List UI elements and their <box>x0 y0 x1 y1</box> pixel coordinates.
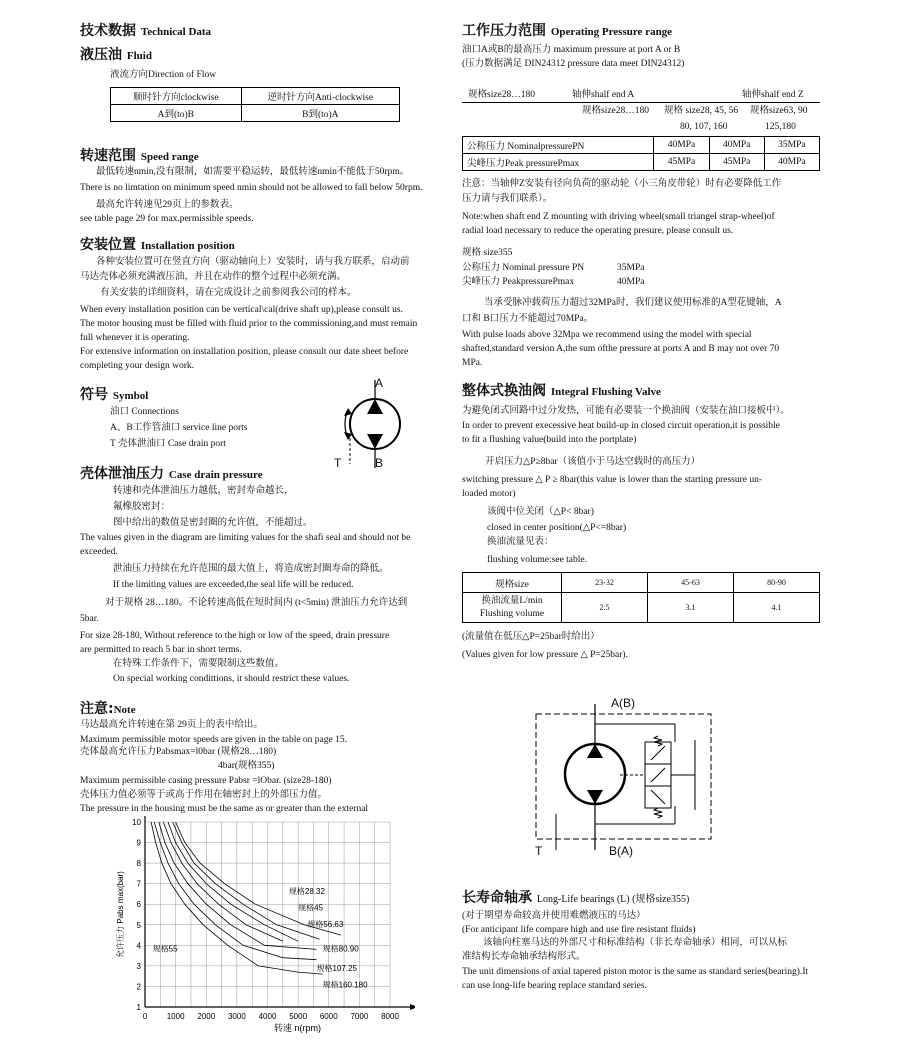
op-nominal-label: 公称压力 NominalpressurePN <box>463 137 654 154</box>
flush-volume-a: 2.5 <box>562 593 648 623</box>
install-line-4: When every installation position can be vertical\cal(drive shaft up),please consult us. <box>80 305 403 315</box>
chart-series-label: 规格28.32 <box>288 886 325 896</box>
op-hdr3-b: 125,180 <box>765 122 796 132</box>
symbol-line-3: T 壳体泄油口 Case drain port <box>110 439 226 449</box>
life-line-1: (对于期望寿命较高并使用难燃液压的马达） <box>462 911 646 921</box>
size355-nominal-value: 35MPa <box>617 263 645 273</box>
flush-title-cn: 整体式换油阀 <box>462 383 546 399</box>
chart-series-line <box>176 822 341 935</box>
flow-direction: 液流方向Direction of Flow <box>110 70 217 80</box>
flush-line-3: to fit a flushing value(build into the portplate) <box>462 435 637 445</box>
op-hdr2-b: 规格 size28, 45, 56 <box>664 106 739 116</box>
case-line-3: 图中给出的数值是密封圈的允许值，不能超过。 <box>113 518 313 528</box>
flush-after-2: (Values given for low pressure △ P=25bar). <box>462 650 628 660</box>
tech-title-cn: 技术数据 <box>80 23 136 39</box>
speed-line-3: 最高允许转速见29页上的参数表。 <box>96 200 239 210</box>
pulse-line-4: shafted,standard version A,the sum ofthe pressure at ports A and B may not over 70 <box>462 344 780 354</box>
symbol-line-2: A、B工作管油口 service line ports <box>110 423 248 433</box>
fluid-title <box>80 44 152 64</box>
op-title-cn: 工作压力范围 <box>462 23 546 39</box>
note-line-6: 壳体压力值必须等于或高于作用在轴密封上的外部压力值。 <box>80 790 328 800</box>
op-note-1: 注意：当轴伸Z安装有径向负荷的驱动轮（小三角皮带轮）时有必要降低工作 <box>462 179 782 189</box>
install-title <box>80 234 235 254</box>
chart-x-tick-label: 5000 <box>289 1012 308 1021</box>
chart-x-tick-label: 7000 <box>350 1012 369 1021</box>
flush-line-9: 换油流量见表： <box>487 537 554 547</box>
flush-line-10: flushing volume:see table. <box>487 555 587 565</box>
op-peak-c: 40MPa <box>764 154 819 171</box>
op-table <box>462 86 820 168</box>
size355-title: 规格 size355 <box>462 248 513 258</box>
fluid-title-cn: 液压油 <box>80 47 122 63</box>
op-line-1: 油口A或B的最高压力 maximum pressure at port A or B <box>462 45 681 55</box>
chart-x-tick-label: 0 <box>142 1012 148 1021</box>
symbol-label-b: B <box>375 456 384 470</box>
chart-x-arrow-icon <box>410 1004 415 1010</box>
case-title <box>80 463 263 483</box>
chart-y-tick-label: 2 <box>136 982 141 992</box>
speed-line-4: see table page 29 for max.permissible speeds. <box>80 214 254 224</box>
flush-size-a: 23-32 <box>562 573 648 593</box>
life-title <box>462 887 689 907</box>
life-line-4: 准结构长寿命轴承结构形式。 <box>462 952 586 962</box>
op-nominal-c: 35MPa <box>764 137 819 154</box>
case-line-7: If the limiting values are exceeded,the seal life will be reduced. <box>113 580 354 590</box>
chart-y-tick-label: 9 <box>136 838 141 848</box>
flush-volume-label-en: Flushing volume <box>479 608 545 619</box>
chart-series-label: 规格80.90 <box>322 944 359 954</box>
note-line-2: Maximum permissible motor speeds are given in the table on page 15. <box>80 735 347 745</box>
op-pressure-table <box>462 136 820 171</box>
install-title-en: Installation position <box>140 240 235 252</box>
note-line-4: 4bar(规格355) <box>218 761 275 771</box>
size355-nominal-label: 公称压力 Nominal pressure PN <box>462 263 585 273</box>
life-line-5: The unit dimensions of axial tapered piston motor is the same as standard series(bearing).It <box>462 967 809 977</box>
op-peak-b: 45MPa <box>709 154 764 171</box>
circuit-label-t: T <box>535 844 543 858</box>
op-note-4: radial load necessary to reduce the operating presure, please consult us. <box>462 226 734 236</box>
flow-header-ccw: 逆时针方向Anti-clockwise <box>241 88 399 105</box>
symbol-title-cn: 符号 <box>80 387 108 403</box>
case-line-10: For size 28-180, Without reference to the high or low of the speed, drain pressure <box>80 631 390 641</box>
case-line-2: 氟橡胶密封： <box>113 502 171 512</box>
note-line-1: 马达最高允许转速在第 29页上的表中给出。 <box>80 720 263 730</box>
tech-title-en: Technical Data <box>140 26 212 38</box>
pulse-line-3: With pulse loads above 32Mpa we recommend using the model with special <box>462 330 752 340</box>
flow-cell-ccw: B到(to)A <box>241 105 399 122</box>
flush-table <box>462 572 820 623</box>
symbol-label-a: A <box>375 376 384 390</box>
note-line-3: 壳体最高允许压力Pabsmax=l0bar (规格28…180) <box>80 747 277 757</box>
op-title <box>462 20 672 40</box>
chart-y-tick-label: 7 <box>136 879 141 889</box>
chart-x-tick-label: 4000 <box>258 1012 277 1021</box>
pulse-line-5: MPa. <box>462 358 483 368</box>
case-line-1: 转速和壳体泄油压力越低，密封寿命越长， <box>113 486 294 496</box>
circuit-label-ab: A(B) <box>611 696 635 710</box>
op-hdr2-a: 规格size28…180 <box>582 106 650 116</box>
chart-y-label: 允许压力 Pabs max(bar) <box>116 871 125 958</box>
chart-y-tick-label: 4 <box>136 941 141 951</box>
chart-series-label: 规格56.63 <box>307 919 344 929</box>
life-title-en: Long-Life bearings (L) (规格size355) <box>536 894 690 905</box>
install-line-1: 各种安装位置可在竖直方向（驱动轴向上）安装时，请与我方联系，启动前 <box>96 257 410 267</box>
flush-after-1: (流量值在低压△P=25bar时给出） <box>462 632 600 642</box>
note-line-7: The pressure in the housing must be the same as or greater than the external <box>80 804 369 814</box>
chart-y-tick-label: 8 <box>136 859 141 869</box>
op-nominal-a: 40MPa <box>654 137 709 154</box>
case-line-11: are permitted to reach 5 bar in short terms. <box>80 645 242 655</box>
circuit-label-ba: B(A) <box>609 844 633 858</box>
symbol-line-1: 油口 Connections <box>110 407 179 417</box>
op-nominal-b: 40MPa <box>709 137 764 154</box>
flush-line-1: 为避免闭式回路中过分发热，可能有必要装一个换油阀（安装在油口接板中）。 <box>462 406 790 416</box>
chart-x-label: 转速 n(rpm) <box>274 1023 321 1033</box>
life-line-6: can use long-life bearing replace standard series. <box>462 981 647 991</box>
case-line-13: On special working condittions, it should restrict these values. <box>113 674 350 684</box>
chart-x-tick-label: 1000 <box>166 1012 185 1021</box>
chart-x-tick-label: 6000 <box>319 1012 338 1021</box>
install-line-3: 有关安装的详细资料，请在完成设计之前参阅我公司的样本。 <box>100 288 357 298</box>
install-line-6: full whenever it is operating. <box>80 333 190 343</box>
op-note-2: 压力请与我们联系）。 <box>462 194 553 204</box>
install-line-5: The motor housing must be filled with fluid prior to the commissioning,and must remain <box>80 319 418 329</box>
note-title-cn: 注意: <box>80 701 114 717</box>
chart-x-tick-label: 8000 <box>381 1012 399 1021</box>
symbol-title-en: Symbol <box>112 390 149 402</box>
chart-series-line <box>168 822 298 941</box>
op-peak-label: 尖峰压力Peak pressurePmax <box>463 154 654 171</box>
size355-peak-value: 40MPa <box>617 277 645 287</box>
valve-spring-bottom-icon <box>654 808 662 818</box>
flush-volume-label-cn: 换油流量L/min <box>481 595 543 606</box>
note-title-en: Note <box>113 704 136 716</box>
case-title-cn: 壳体泄油压力 <box>80 466 164 482</box>
speed-title <box>80 145 199 165</box>
chart-series-label: 规格55 <box>152 944 178 954</box>
flush-line-4: 开启压力△P≥8bar（该值小于马达空载时的高压力） <box>485 457 701 467</box>
flush-line-2: In order to prevent execessive heat build-up in closed circuit operation,it is possible <box>462 421 780 431</box>
case-title-en: Case drain pressure <box>168 469 263 481</box>
pulse-line-2: 口和 B口压力不能超过70MPa。 <box>462 314 594 324</box>
case-line-9: 5bar. <box>80 614 99 624</box>
install-line-2: 马达壳体必须充满液压油，并且在动作的整个过程中必须充满。 <box>80 272 347 282</box>
flow-header-cw: 顺时针方向clockwise <box>111 88 242 105</box>
flow-cell-cw: A到(to)B <box>111 105 242 122</box>
chart-y-tick-label: 6 <box>136 900 141 910</box>
life-line-2: (For anticipant life compare high and use fire resistant fluids) <box>462 925 696 935</box>
life-title-cn: 长寿命轴承 <box>462 890 532 906</box>
note-line-5: Maximum permissible casing pressure Pabsr =lObar. (size28-180) <box>80 776 332 786</box>
life-line-3: 该轴向柱塞马达的外部尺寸和标准结构（非长寿命轴承）相同，可以从标 <box>483 938 788 948</box>
pulse-line-1: 当承受脉冲载荷压力超过32MPa时，我们建议使用标准的A型花键轴，A <box>484 298 782 308</box>
op-note-3: Note:when shaft end Z mounting with driving wheel(small triangel strap-wheel)of <box>462 212 775 222</box>
flush-title <box>462 380 661 400</box>
flush-line-6: loaded motor) <box>462 489 516 499</box>
symbol-title <box>80 384 148 404</box>
fluid-title-en: Fluid <box>126 50 152 62</box>
install-title-cn: 安装位置 <box>80 237 136 253</box>
flush-size-c: 80-90 <box>734 573 820 593</box>
flush-volume-label <box>463 593 562 623</box>
flush-size-label: 规格size <box>463 573 562 593</box>
note-title <box>80 698 136 718</box>
op-hdr2-c: 规格size63, 90 <box>750 106 808 116</box>
flush-volume-b: 3.1 <box>648 593 734 623</box>
op-hdr3-a: 80, 107, 160 <box>680 122 728 132</box>
speed-line-1: 最低转速nmin,没有限制，如需要平稳运转，最低转速nmin不能低于50rpm。 <box>96 167 410 177</box>
install-line-7: For extensive information on installation position, please consult our date sheet before <box>80 347 409 357</box>
op-rule-1 <box>462 102 820 103</box>
chart-series-label: 规格160.180 <box>322 980 368 990</box>
flush-line-5: switching pressure △ P ≥ 8bar(this value is lower than the starting pressure un- <box>462 475 763 485</box>
flow-table <box>110 87 400 122</box>
op-line-2: (压力数据满足 DIN24312 pressure data meet DIN24312) <box>462 59 685 69</box>
op-hdr-size: 规格size28…180 <box>468 90 536 100</box>
op-title-en: Operating Pressure range <box>550 26 673 38</box>
chart-y-tick-label: 3 <box>136 961 141 971</box>
chart-x-tick-label: 3000 <box>227 1012 246 1021</box>
chart-y-tick-label: 10 <box>132 818 141 827</box>
symbol-label-t: T <box>334 456 342 470</box>
chart-x-tick-label: 2000 <box>197 1012 216 1021</box>
flush-volume-c: 4.1 <box>734 593 820 623</box>
case-line-8: 对于规格 28…180。不论转速高低在短时间内 (t<5min) 泄油压力允许达到 <box>105 598 408 608</box>
chart-y-tick-label: 1 <box>136 1003 141 1012</box>
op-hdr-shaft-z: 轴伸shalf end Z <box>742 90 804 100</box>
case-line-6: 泄油压力持续在允许范围的最大值上，将造成密封圈寿命的降低。 <box>113 564 389 574</box>
chart-y-tick-label: 5 <box>136 920 141 930</box>
flushing-circuit-diagram <box>530 700 720 860</box>
case-line-4: The values given in the diagram are limiting values for the shafi seal and should not be <box>80 533 411 543</box>
flush-line-7: 该阀中位关闭（△P< 8bar) <box>487 507 594 517</box>
case-pressure-chart <box>115 812 415 1040</box>
flush-size-b: 45-63 <box>648 573 734 593</box>
size355-peak-label: 尖峰压力 PeakpressurePmax <box>462 277 575 287</box>
flush-title-en: Integral Flushing Valve <box>550 386 661 398</box>
chart-series-label: 规格45 <box>298 903 324 913</box>
speed-line-2: There is no limtation on minimum speed nmin should not be allowed to fall below 50rpm. <box>80 183 423 193</box>
tech-title <box>80 20 211 40</box>
speed-title-en: Speed range <box>140 151 199 163</box>
install-line-8: completing your design work. <box>80 361 194 371</box>
speed-title-cn: 转速范围 <box>80 148 136 164</box>
case-line-12: 在特殊工作条件下，需要限制这些数值。 <box>113 659 285 669</box>
op-peak-a: 45MPa <box>654 154 709 171</box>
op-hdr-shaft-a: 轴伸shalf end A <box>572 90 635 100</box>
case-line-5: exceeded. <box>80 547 118 557</box>
flush-line-8: closed in center position(△P<=8bar) <box>487 523 627 533</box>
chart-series-label: 规格107.25 <box>316 964 357 974</box>
chart-series-line <box>163 822 282 941</box>
